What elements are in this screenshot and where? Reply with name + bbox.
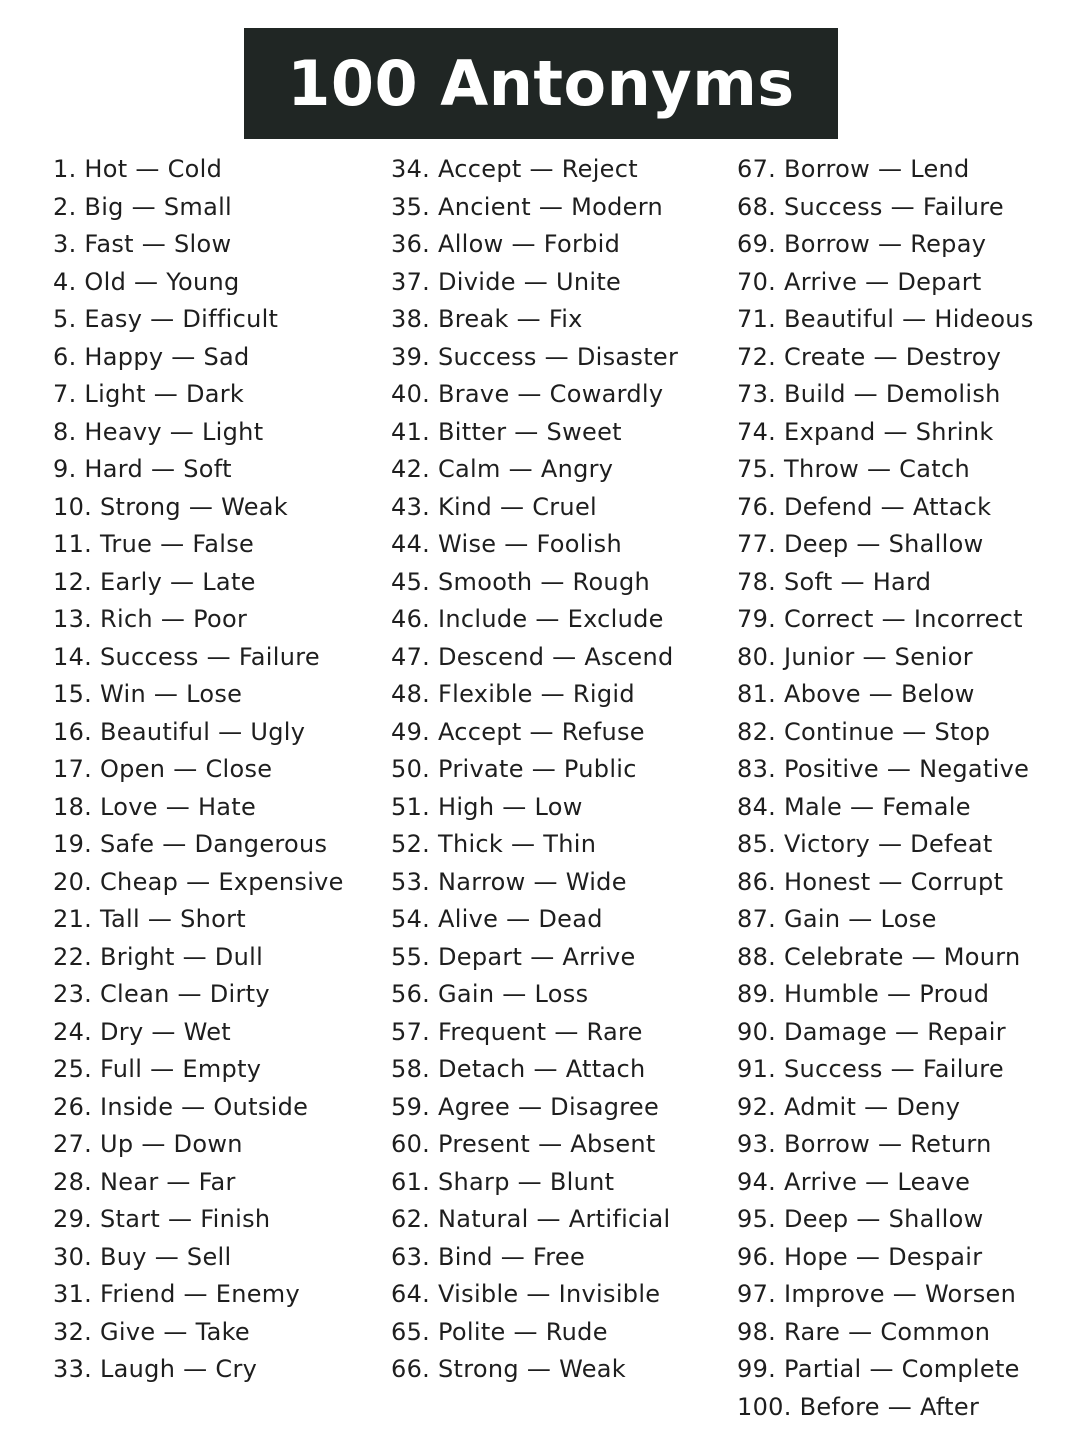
- antonym-pair: 80. Junior — Senior: [737, 642, 973, 671]
- antonym-pair: 23. Clean — Dirty: [53, 980, 270, 1008]
- antonym-pair: 65. Polite — Rude: [391, 1317, 608, 1346]
- title-banner: [244, 28, 838, 139]
- antonym-pair: 78. Soft — Hard: [737, 567, 932, 596]
- antonym-pair: 47. Descend — Ascend: [391, 642, 674, 671]
- antonym-column-1: [53, 151, 344, 1389]
- antonym-pair: 20. Cheap — Expensive: [53, 867, 344, 896]
- antonym-pair: 19. Safe — Dangerous: [53, 830, 328, 858]
- antonym-pair: 43. Kind — Cruel: [391, 492, 597, 521]
- antonym-pair: 66. Strong — Weak: [391, 1355, 626, 1383]
- antonym-pair: 48. Flexible — Rigid: [391, 680, 635, 708]
- antonym-pair: 6. Happy — Sad: [53, 342, 250, 371]
- antonym-column-3: [737, 151, 1034, 1426]
- antonym-pair: 13. Rich — Poor: [53, 605, 248, 633]
- antonym-pair: 17. Open — Close: [53, 755, 273, 783]
- antonym-pair: 54. Alive — Dead: [391, 905, 603, 933]
- antonym-pair: 72. Create — Destroy: [737, 342, 1002, 371]
- antonym-pair: 70. Arrive — Depart: [737, 267, 982, 296]
- antonym-pair: 63. Bind — Free: [391, 1242, 586, 1271]
- antonym-pair: 29. Start — Finish: [53, 1205, 271, 1233]
- antonym-pair: 27. Up — Down: [53, 1130, 243, 1158]
- antonym-pair: 75. Throw — Catch: [737, 455, 970, 483]
- antonym-pair: 24. Dry — Wet: [53, 1017, 232, 1046]
- antonym-pair: 37. Divide — Unite: [391, 267, 622, 296]
- antonym-pair: 73. Build — Demolish: [737, 380, 1001, 408]
- antonym-pair: 10. Strong — Weak: [53, 492, 288, 521]
- antonym-pair: 15. Win — Lose: [53, 680, 243, 708]
- antonym-pair: 36. Allow — Forbid: [391, 230, 621, 258]
- antonym-pair: 89. Humble — Proud: [737, 980, 990, 1008]
- antonym-pair: 86. Honest — Corrupt: [737, 867, 1004, 896]
- antonym-pair: 59. Agree — Disagree: [391, 1092, 660, 1121]
- antonym-pair: 81. Above — Below: [737, 680, 975, 708]
- antonym-pair: 76. Defend — Attack: [737, 492, 992, 521]
- antonym-pair: 99. Partial — Complete: [737, 1355, 1020, 1383]
- antonym-pair: 5. Easy — Difficult: [53, 305, 279, 333]
- antonym-pair: 51. High — Low: [391, 792, 583, 821]
- antonym-pair: 30. Buy — Sell: [53, 1242, 232, 1271]
- antonym-pair: 26. Inside — Outside: [53, 1092, 309, 1121]
- antonym-pair: 34. Accept — Reject: [391, 155, 638, 183]
- antonym-pair: 9. Hard — Soft: [53, 455, 232, 483]
- antonym-pair: 82. Continue — Stop: [737, 717, 991, 746]
- antonym-pair: 18. Love — Hate: [53, 792, 257, 821]
- antonym-pair: 92. Admit — Deny: [737, 1092, 961, 1121]
- antonym-pair: 85. Victory — Defeat: [737, 830, 993, 858]
- antonym-pair: 79. Correct — Incorrect: [737, 605, 1023, 633]
- antonym-pair: 7. Light — Dark: [53, 380, 245, 408]
- antonym-pair: 74. Expand — Shrink: [737, 417, 994, 446]
- antonym-pair: 3. Fast — Slow: [53, 230, 232, 258]
- antonym-pair: 1. Hot — Cold: [53, 155, 223, 183]
- antonym-pair: 67. Borrow — Lend: [737, 155, 970, 183]
- antonym-pair: 4. Old — Young: [53, 267, 240, 296]
- antonym-pair: 32. Give — Take: [53, 1317, 250, 1346]
- antonym-pair: 2. Big — Small: [53, 192, 233, 221]
- antonym-pair: 46. Include — Exclude: [391, 605, 664, 633]
- antonym-pair: 98. Rare — Common: [737, 1317, 991, 1346]
- antonym-pair: 31. Friend — Enemy: [53, 1280, 300, 1308]
- antonym-pair: 69. Borrow — Repay: [737, 230, 987, 258]
- antonym-pair: 57. Frequent — Rare: [391, 1017, 643, 1046]
- antonym-pair: 45. Smooth — Rough: [391, 567, 650, 596]
- antonym-pair: 44. Wise — Foolish: [391, 530, 622, 558]
- antonym-pair: 21. Tall — Short: [53, 905, 246, 933]
- antonym-pair: 94. Arrive — Leave: [737, 1167, 971, 1196]
- antonym-pair: 96. Hope — Despair: [737, 1242, 983, 1271]
- antonym-pair: 60. Present — Absent: [391, 1130, 656, 1158]
- antonym-column-2: [391, 151, 678, 1389]
- antonym-pair: 58. Detach — Attach: [391, 1055, 646, 1083]
- antonym-pair: 49. Accept — Refuse: [391, 717, 645, 746]
- antonym-pair: 91. Success — Failure: [737, 1055, 1004, 1083]
- antonym-pair: 25. Full — Empty: [53, 1055, 262, 1083]
- antonym-pair: 28. Near — Far: [53, 1167, 236, 1196]
- antonym-pair: 50. Private — Public: [391, 755, 637, 783]
- antonym-pair: 41. Bitter — Sweet: [391, 417, 622, 446]
- antonym-pair: 61. Sharp — Blunt: [391, 1167, 615, 1196]
- antonym-pair: 38. Break — Fix: [391, 305, 583, 333]
- antonym-pair: 8. Heavy — Light: [53, 417, 264, 446]
- antonym-pair: 56. Gain — Loss: [391, 980, 589, 1008]
- antonym-pair: 12. Early — Late: [53, 567, 256, 596]
- antonym-pair: 22. Bright — Dull: [53, 942, 264, 971]
- antonym-pair: 55. Depart — Arrive: [391, 942, 636, 971]
- antonym-pair: 16. Beautiful — Ugly: [53, 717, 306, 746]
- antonym-pair: 64. Visible — Invisible: [391, 1280, 661, 1308]
- antonym-pair: 100. Before — After: [737, 1392, 980, 1421]
- antonym-pair: 39. Success — Disaster: [391, 342, 679, 371]
- antonym-pair: 88. Celebrate — Mourn: [737, 942, 1021, 971]
- antonym-pair: 42. Calm — Angry: [391, 455, 614, 483]
- antonym-pair: 77. Deep — Shallow: [737, 530, 984, 558]
- antonym-pair: 93. Borrow — Return: [737, 1130, 992, 1158]
- antonym-pair: 84. Male — Female: [737, 792, 971, 821]
- antonym-pair: 14. Success — Failure: [53, 642, 320, 671]
- antonym-pair: 53. Narrow — Wide: [391, 867, 627, 896]
- antonym-pair: 97. Improve — Worsen: [737, 1280, 1017, 1308]
- antonym-pair: 52. Thick — Thin: [391, 830, 597, 858]
- antonym-pair: 40. Brave — Cowardly: [391, 380, 664, 408]
- antonym-pair: 83. Positive — Negative: [737, 755, 1030, 783]
- antonym-pair: 95. Deep — Shallow: [737, 1205, 984, 1233]
- antonym-pair: 11. True — False: [53, 530, 255, 558]
- antonym-pair: 35. Ancient — Modern: [391, 192, 663, 221]
- antonym-pair: 87. Gain — Lose: [737, 905, 937, 933]
- antonym-pair: 33. Laugh — Cry: [53, 1355, 258, 1383]
- antonym-pair: 71. Beautiful — Hideous: [737, 305, 1034, 333]
- antonym-pair: 68. Success — Failure: [737, 192, 1004, 221]
- page-title: 100 Antonyms: [287, 47, 795, 120]
- antonym-pair: 62. Natural — Artificial: [391, 1205, 671, 1233]
- antonym-pair: 90. Damage — Repair: [737, 1017, 1006, 1046]
